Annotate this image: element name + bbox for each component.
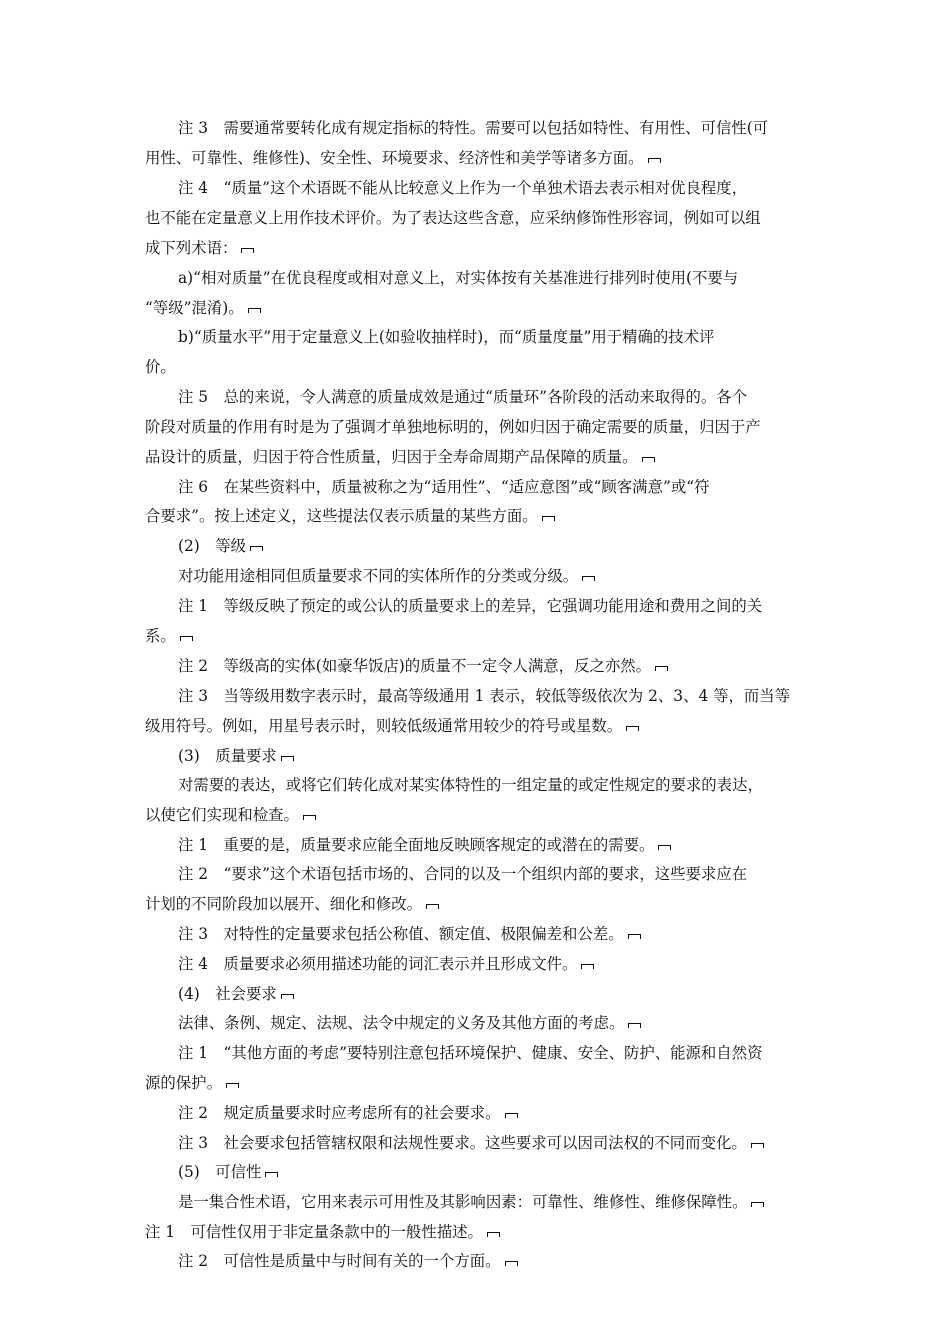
line-text: 价。 xyxy=(145,358,176,376)
text-line xyxy=(178,686,790,708)
paragraph-mark-icon xyxy=(281,752,295,762)
paragraph-mark-icon xyxy=(241,244,255,254)
line-text: 注 3 当等级用数字表示时，最高等级通用 1 表示，较低等级依次为 2、3、4 等，而当等 xyxy=(178,687,791,705)
line-text: 法律、条例、规定、法规、法令中规定的义务及其他方面的考虑。 xyxy=(178,1014,625,1032)
line-text: 注 1 等级反映了预定的或公认的质量要求上的差异，它强调功能用途和费用之间的关 xyxy=(178,597,763,615)
line-text: 源的保护。 xyxy=(145,1074,222,1092)
line-text: (2) 等级 xyxy=(178,537,246,555)
line-text: 成下列术语： xyxy=(145,239,238,257)
line-text: a)“相对质量”在优良程度或相对意义上，对实体按有关基准进行排列时使用(不要与 xyxy=(178,269,739,287)
line-text: 阶段对质量的作用有时是为了强调才单独地标明的，例如归因于确定需要的质量，归因于产 xyxy=(145,418,761,436)
text-line xyxy=(178,1133,765,1155)
text-line xyxy=(145,208,761,230)
text-line xyxy=(145,626,194,648)
paragraph-mark-icon xyxy=(648,154,662,164)
line-text: 注 6 在某些资料中，质量被称之为“适用性”、“适应意图”或“顾客满意”或“符 xyxy=(178,478,710,496)
line-text: (4) 社会要求 xyxy=(178,985,277,1003)
paragraph-mark-icon xyxy=(628,1019,642,1029)
line-text: 注 4 质量要求必须用描述功能的词汇表示并且形成文件。 xyxy=(178,955,578,973)
paragraph-mark-icon xyxy=(226,1079,240,1089)
text-line xyxy=(145,298,262,320)
line-text: 计划的不同阶段加以展开、细化和修改。 xyxy=(145,895,423,913)
line-text: 合要求”。按上述定义，这些提法仅表示质量的某些方面。 xyxy=(145,507,538,525)
line-text: b)“质量水平”用于定量意义上(如验收抽样时)，而“质量度量”用于精确的技术评 xyxy=(178,328,715,346)
text-line xyxy=(178,327,714,349)
line-text: 用性、可靠性、维修性)、安全性、环境要求、经济性和美学等诸多方面。 xyxy=(145,149,644,167)
line-text: 对功能用途相同但质量要求不同的实体所作的分类或分级。 xyxy=(178,567,579,585)
line-text: 注 3 社会要求包括管辖权限和法规性要求。这些要求可以因司法权的不同而变化。 xyxy=(178,1134,747,1152)
paragraph-mark-icon xyxy=(642,453,656,463)
paragraph-mark-icon xyxy=(626,722,640,732)
line-text: (5) 可信性 xyxy=(178,1163,262,1181)
line-text: 注 1 “其他方面的考虑”要特别注意包括环境保护、健康、安全、防护、能源和自然资 xyxy=(178,1044,763,1062)
text-line xyxy=(178,387,747,409)
text-line xyxy=(178,566,596,588)
paragraph-mark-icon xyxy=(265,1168,279,1178)
text-line xyxy=(178,954,595,976)
text-line xyxy=(145,805,317,827)
paragraph-mark-icon xyxy=(751,1139,765,1149)
text-line xyxy=(178,1162,279,1184)
paragraph-mark-icon xyxy=(581,960,595,970)
text-line xyxy=(178,924,642,946)
text-line xyxy=(178,1192,765,1214)
paragraph-mark-icon xyxy=(582,572,596,582)
line-text: 注 2 “要求”这个术语包括市场的、合同的以及一个组织内部的要求，这些要求应在 xyxy=(178,865,748,883)
paragraph-mark-icon xyxy=(281,990,295,1000)
line-text: 注 1 重要的是，质量要求应能全面地反映顾客规定的或潜在的需要。 xyxy=(178,836,655,854)
line-text: 级用符号。例如，用星号表示时，则较低级通常用较少的符号或星数。 xyxy=(145,717,623,735)
paragraph-mark-icon xyxy=(180,632,194,642)
text-line xyxy=(178,835,672,857)
text-line xyxy=(178,775,763,797)
text-line xyxy=(178,1043,762,1065)
paragraph-mark-icon xyxy=(505,1109,519,1119)
line-text: 注 3 对特性的定量要求包括公称值、额定值、极限偏差和公差。 xyxy=(178,925,624,943)
text-line xyxy=(145,417,761,439)
line-text: 也不能在定量意义上用作技术评价。为了表达这些含意，应采纳修饰性形容词，例如可以组 xyxy=(145,209,761,227)
text-line xyxy=(145,447,656,469)
text-line xyxy=(178,1103,519,1125)
text-line xyxy=(178,268,738,290)
line-text: 注 3 需要通常要转化成有规定指标的特性。需要可以包括如特性、有用性、可信性(可 xyxy=(178,119,769,137)
text-line xyxy=(178,118,768,140)
text-line xyxy=(178,1013,642,1035)
paragraph-mark-icon xyxy=(303,811,317,821)
text-line xyxy=(178,746,295,768)
paragraph-mark-icon xyxy=(248,304,262,314)
paragraph-mark-icon xyxy=(487,1228,501,1238)
paragraph-mark-icon xyxy=(426,900,440,910)
line-text: 对需要的表达，或将它们转化成对某实体特性的一组定量的或定性规定的要求的表达， xyxy=(178,776,763,794)
line-text: 注 1 可信性仅用于非定量条款中的一般性描述。 xyxy=(145,1223,483,1241)
text-line xyxy=(145,894,440,916)
line-text: 系。 xyxy=(145,627,176,645)
line-text: 品设计的质量，归因于符合性质量，归因于全寿命周期产品保障的质量。 xyxy=(145,448,638,466)
text-line xyxy=(178,984,295,1006)
line-text: 注 2 可信性是质量中与时间有关的一个方面。 xyxy=(178,1252,501,1270)
paragraph-mark-icon xyxy=(250,542,264,552)
text-line xyxy=(145,716,640,738)
text-line xyxy=(178,864,747,886)
text-line xyxy=(145,506,556,528)
text-line xyxy=(178,536,264,558)
text-line xyxy=(178,178,747,200)
line-text: 注 4 “质量”这个术语既不能从比较意义上作为一个单独术语去表示相对优良程度， xyxy=(178,179,748,197)
line-text: 是一集合性术语，它用来表示可用性及其影响因素：可靠性、维修性、维修保障性。 xyxy=(178,1193,748,1211)
text-line xyxy=(178,1251,519,1273)
text-line xyxy=(178,596,762,618)
paragraph-mark-icon xyxy=(628,930,642,940)
line-text: 注 2 规定质量要求时应考虑所有的社会要求。 xyxy=(178,1104,501,1122)
line-text: 注 5 总的来说，令人满意的质量成效是通过“质量环”各阶段的活动来取得的。各个 xyxy=(178,388,748,406)
line-text: 以使它们实现和检查。 xyxy=(145,806,299,824)
text-line xyxy=(145,1073,240,1095)
paragraph-mark-icon xyxy=(751,1198,765,1208)
paragraph-mark-icon xyxy=(655,662,669,672)
text-line xyxy=(145,148,662,170)
paragraph-mark-icon xyxy=(658,841,672,851)
paragraph-mark-icon xyxy=(542,512,556,522)
text-line xyxy=(145,238,255,260)
paragraph-mark-icon xyxy=(505,1257,519,1267)
line-text: 注 2 等级高的实体(如豪华饭店)的质量不一定令人满意，反之亦然。 xyxy=(178,657,652,675)
line-text: “等级”混淆)。 xyxy=(145,299,244,317)
text-line xyxy=(145,1222,501,1244)
text-line xyxy=(178,656,669,678)
text-line xyxy=(178,477,709,499)
text-line xyxy=(145,357,176,379)
line-text: (3) 质量要求 xyxy=(178,747,277,765)
